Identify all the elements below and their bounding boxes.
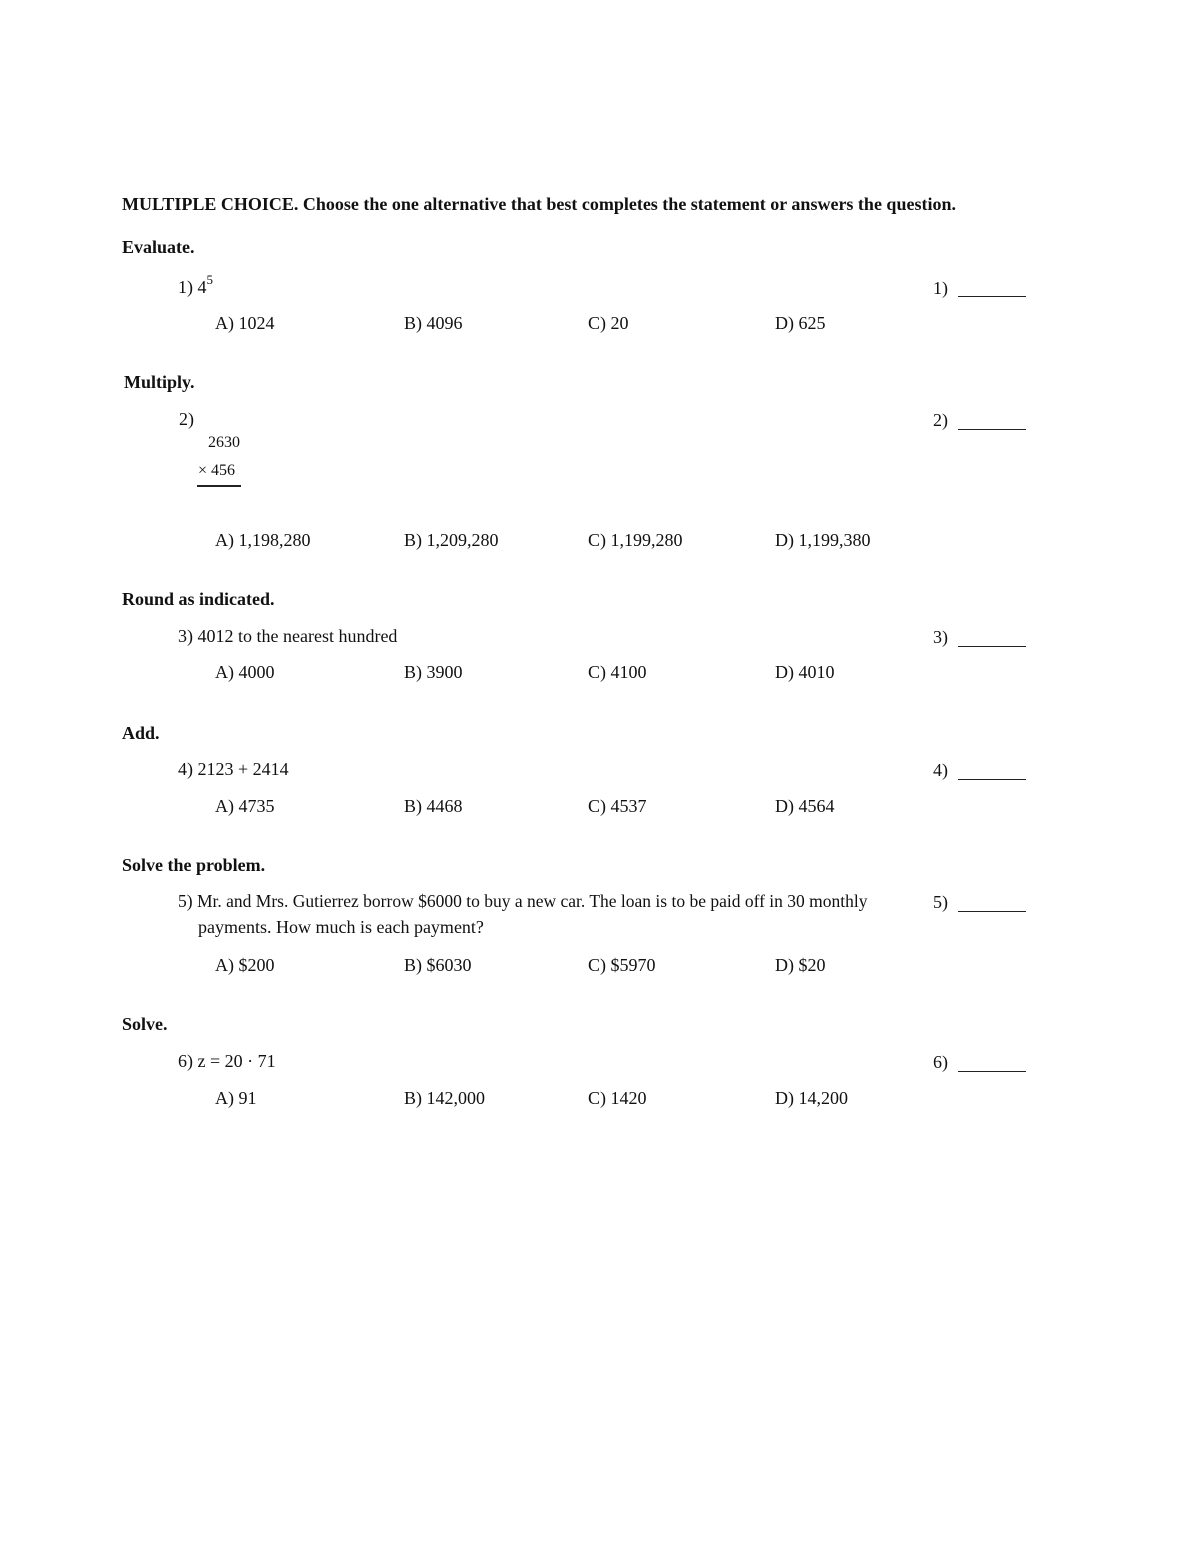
question-1-number: 1) <box>178 277 193 297</box>
question-6: 6) z = 20 · 71 <box>178 1051 276 1071</box>
q2-choice-d: D) 1,199,380 <box>775 530 871 550</box>
q1-choice-c: C) 20 <box>588 313 629 333</box>
question-1-base: 4 <box>197 277 207 297</box>
section-round: Round as indicated. <box>122 589 275 609</box>
answer-label-1: 1) <box>933 278 948 298</box>
answer-label-3: 3) <box>933 627 948 647</box>
answer-blank-2[interactable] <box>958 429 1026 430</box>
q6-choice-a: A) 91 <box>215 1088 257 1108</box>
answer-blank-1[interactable] <box>958 296 1026 297</box>
answer-label-6: 6) <box>933 1052 948 1072</box>
question-4: 4) 2123 + 2414 <box>178 759 289 779</box>
q5-choice-b: B) $6030 <box>404 955 472 975</box>
q1-choice-d: D) 625 <box>775 313 826 333</box>
q4-choice-c: C) 4537 <box>588 796 647 816</box>
section-evaluate: Evaluate. <box>122 237 195 257</box>
question-1 <box>178 274 213 298</box>
question-5-line-1: 5) Mr. and Mrs. Gutierrez borrow $6000 to buy a new car. The loan is to be paid off in 30 monthly <box>178 891 868 911</box>
answer-label-5: 5) <box>933 892 948 912</box>
answer-label-2: 2) <box>933 410 948 430</box>
question-2-top-operand: 2630 <box>208 434 240 451</box>
section-multiply: Multiply. <box>124 372 195 392</box>
answer-blank-5[interactable] <box>958 911 1026 912</box>
question-3: 3) 4012 to the nearest hundred <box>178 626 398 646</box>
answer-blank-3[interactable] <box>958 646 1026 647</box>
q3-choice-b: B) 3900 <box>404 662 463 682</box>
q4-choice-d: D) 4564 <box>775 796 835 816</box>
q5-choice-c: C) $5970 <box>588 955 656 975</box>
answer-blank-6[interactable] <box>958 1071 1026 1072</box>
multiplication-rule <box>197 485 241 487</box>
q6-choice-d: D) 14,200 <box>775 1088 848 1108</box>
q4-choice-a: A) 4735 <box>215 796 275 816</box>
q6-choice-b: B) 142,000 <box>404 1088 485 1108</box>
answer-blank-4[interactable] <box>958 779 1026 780</box>
q3-choice-a: A) 4000 <box>215 662 275 682</box>
q5-choice-d: D) $20 <box>775 955 826 975</box>
q1-choice-b: B) 4096 <box>404 313 463 333</box>
q3-choice-d: D) 4010 <box>775 662 835 682</box>
q5-choice-a: A) $200 <box>215 955 275 975</box>
question-2-bottom-operand: × 456 <box>198 462 236 479</box>
question-5-line-2: payments. How much is each payment? <box>198 917 484 937</box>
q2-choice-b: B) 1,209,280 <box>404 530 499 550</box>
section-add: Add. <box>122 723 160 743</box>
q3-choice-c: C) 4100 <box>588 662 647 682</box>
question-2-number: 2) <box>179 409 194 429</box>
answer-label-4: 4) <box>933 760 948 780</box>
q1-choice-a: A) 1024 <box>215 313 275 333</box>
instructions-heading: MULTIPLE CHOICE. Choose the one alternative that best completes the statement or answers the question. <box>122 194 956 214</box>
section-solve-problem: Solve the problem. <box>122 855 266 875</box>
q2-choice-a: A) 1,198,280 <box>215 530 311 550</box>
q2-choice-c: C) 1,199,280 <box>588 530 683 550</box>
section-solve: Solve. <box>122 1014 168 1034</box>
q6-choice-c: C) 1420 <box>588 1088 647 1108</box>
question-1-exponent: 5 <box>206 272 213 287</box>
q4-choice-b: B) 4468 <box>404 796 463 816</box>
